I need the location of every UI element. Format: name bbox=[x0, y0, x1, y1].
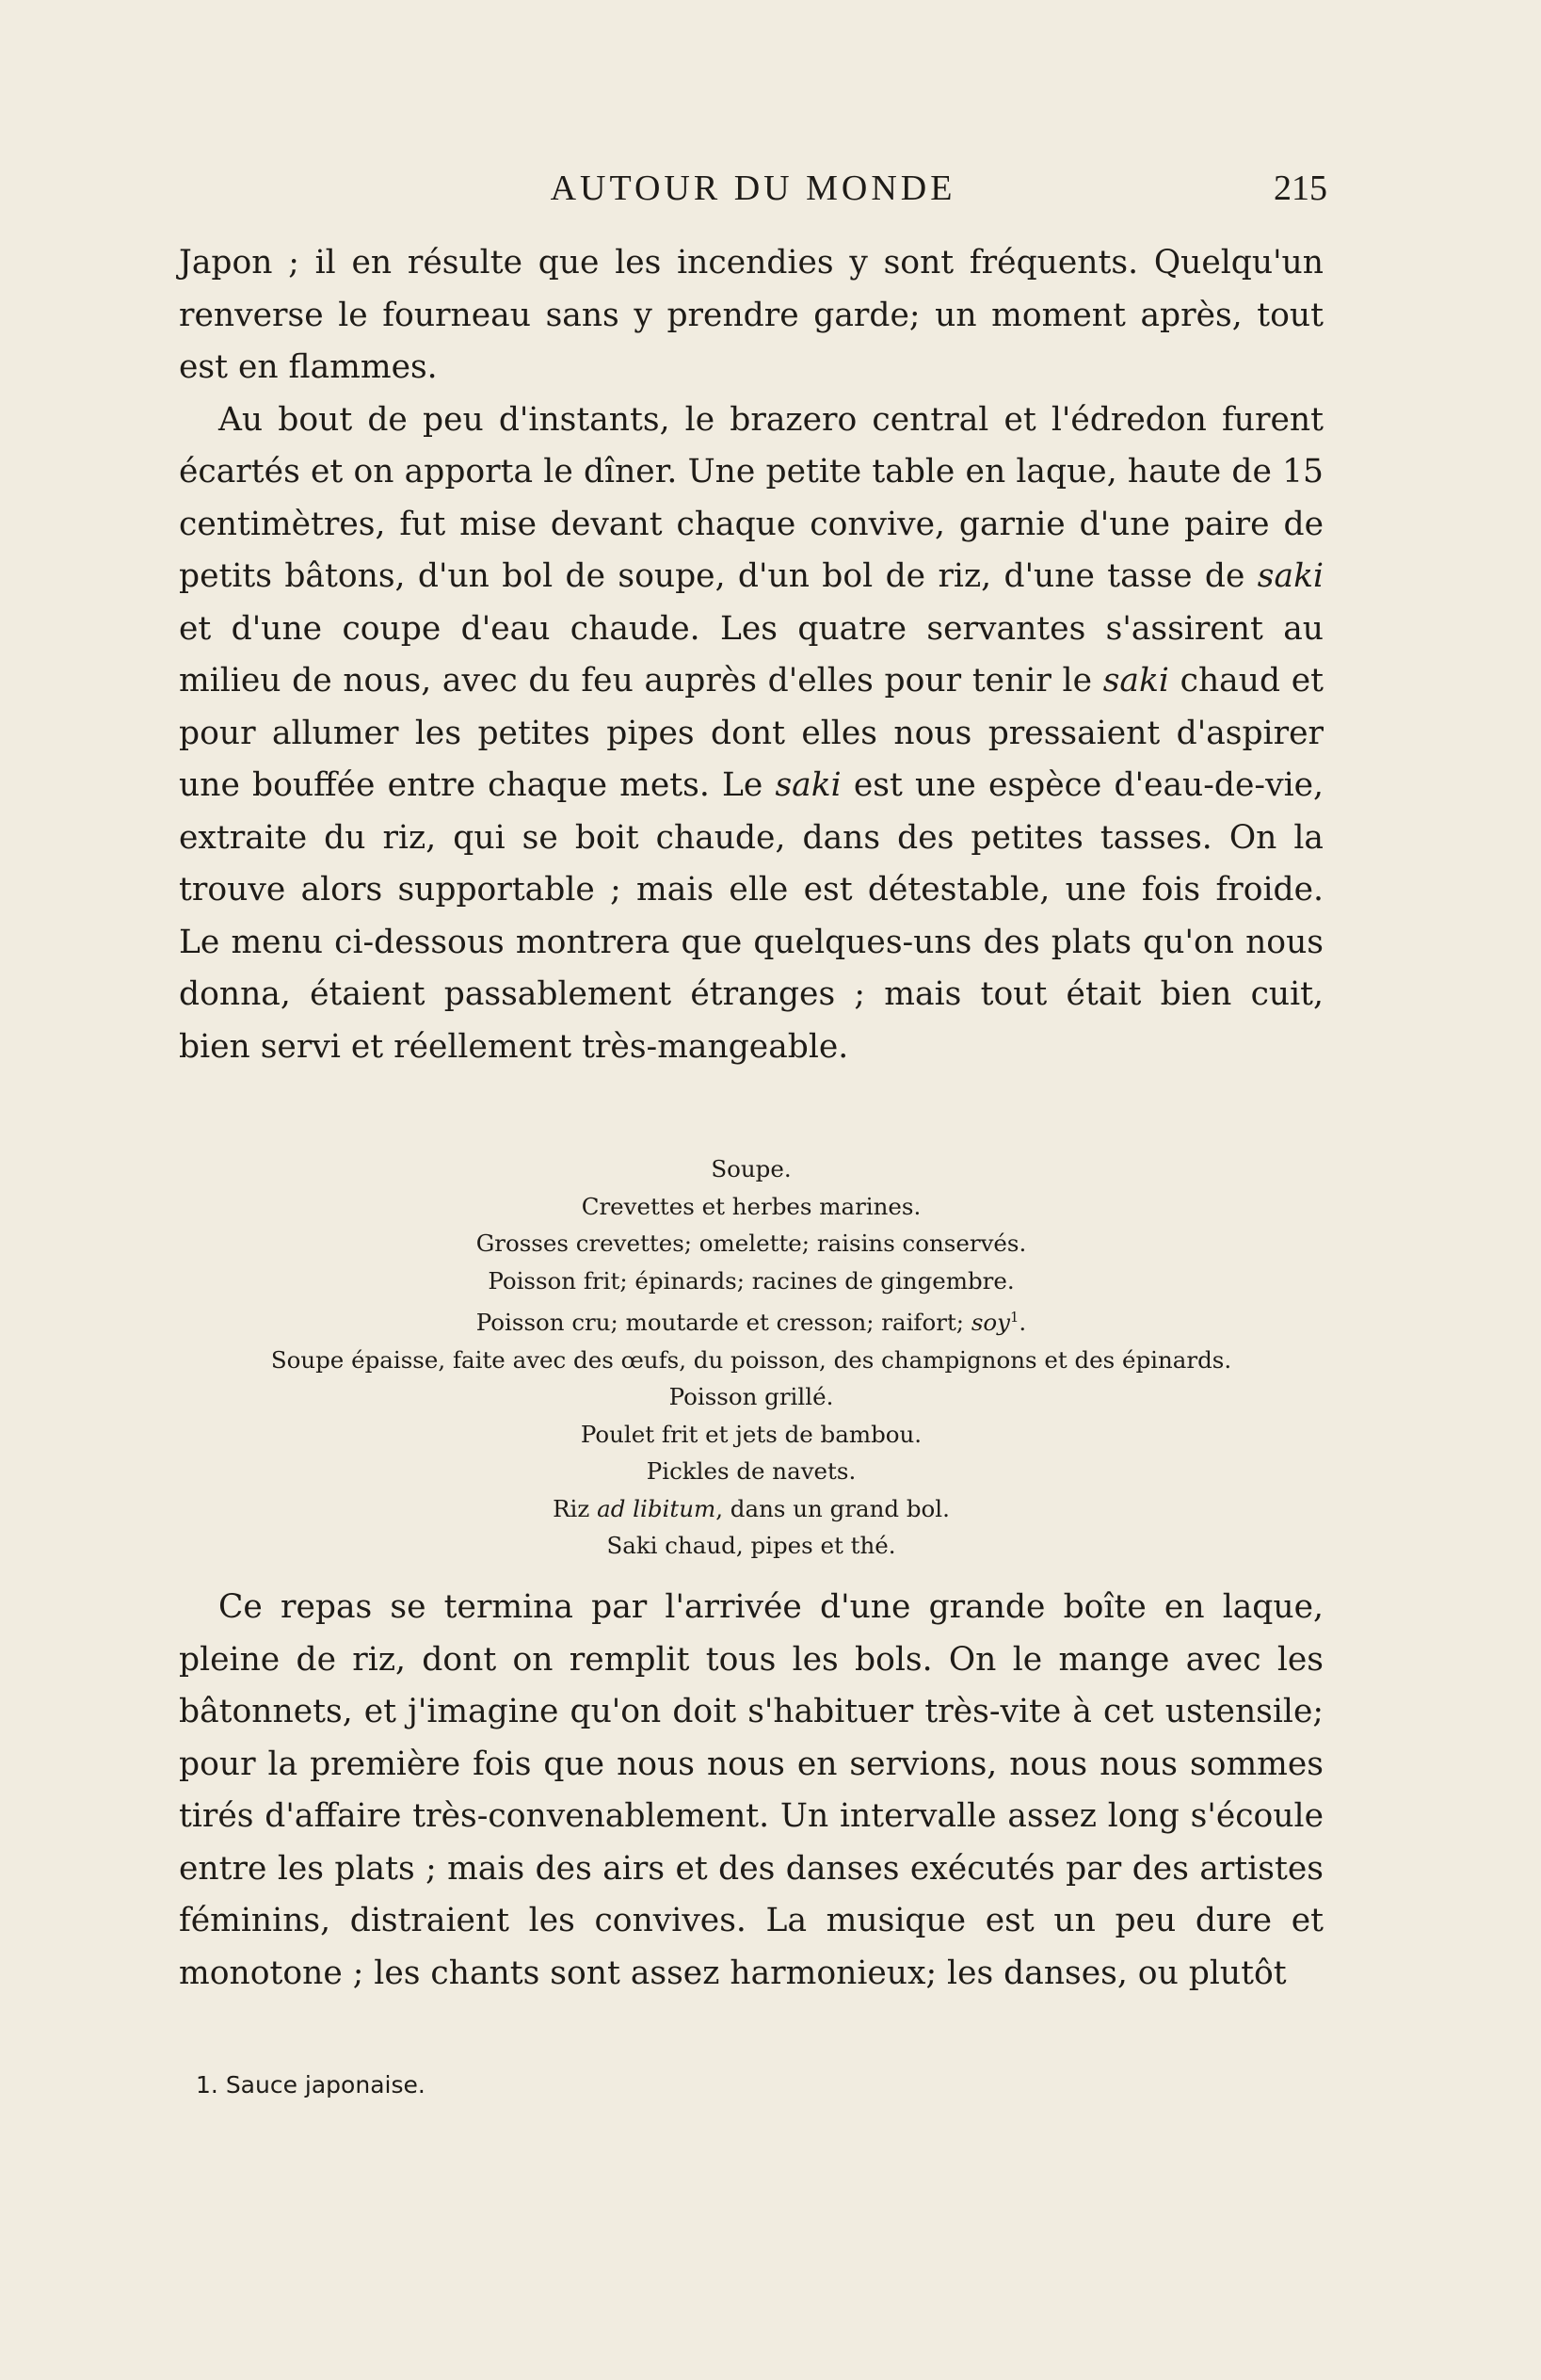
ad-libitum-term: ad libitum bbox=[597, 1494, 716, 1522]
footnote bbox=[196, 2071, 425, 2099]
menu-item: Pickles de navets. bbox=[646, 1457, 857, 1486]
paragraph-1: Japon ; il en résulte que les incendies y sont fréquents. Quelqu'un renverse le fourneau sans y prendre garde; un moment après, tout est en flammes. bbox=[179, 244, 1324, 386]
paragraph-3: Ce repas se termina par l'arrivée d'une grande boîte en laque, pleine de riz, dont on remplit tous les bols. On le mange avec les bâtonnets, et j'imagine qu'on doit s'habituer très-vite à cet ustensile; pour la première fois que nous nous en servions, nous nous sommes tirés d'affaire très-convenablement. Un intervalle assez long s'écoule entre les plats ; mais des airs et des danses exécutés par des artistes féminins, distraient les convives. La musique est un peu dure et monotone ; les chants sont assez harmonieux; les danses, ou plutôt bbox=[179, 1588, 1324, 1992]
menu-item-end: . bbox=[1019, 1309, 1027, 1337]
menu-item: Poulet frit et jets de bambou. bbox=[580, 1420, 923, 1448]
menu-item bbox=[179, 1490, 1324, 1528]
menu-item: Soupe. bbox=[711, 1155, 792, 1182]
menu-item: Saki chaud, pipes et thé. bbox=[606, 1532, 896, 1560]
footnote-number: 1. bbox=[196, 2071, 218, 2099]
paragraph-2 bbox=[179, 394, 1324, 1074]
menu-item: Poisson grillé. bbox=[668, 1383, 834, 1411]
paragraph-2-text-a: Au bout de peu d'instants, le brazero central et l'édredon furent écartés et on apporta le dîner. Une petite table en laque, haute de 15 centimètres, fut mise devant chaque convive, garnie d'une paire de petits bâtons, d'un bol de soupe, d'un bol de riz, d'une tasse de bbox=[179, 400, 1324, 595]
soy-term: soy bbox=[971, 1309, 1011, 1337]
footnote-text: Sauce japonaise. bbox=[225, 2071, 425, 2099]
menu-item: Poisson frit; épinards; racines de gingembre. bbox=[488, 1266, 1015, 1295]
paragraph-2-text-c: chaud et pour allumer les petites pipes dont elles nous pressaient d'aspirer une bouffée entre chaque mets. Le bbox=[179, 662, 1324, 804]
running-title: AUTOUR DU MONDE bbox=[550, 169, 956, 208]
body-text-bottom bbox=[179, 1582, 1324, 2000]
body-text-top bbox=[179, 237, 1324, 1073]
page-number: 215 bbox=[1274, 169, 1327, 208]
paragraph-2-text-d: est une espèce d'eau-de-vie, extraite du riz, qui se boit chaude, dans des petites tasses. On la trouve alors supportable ; mais elle est détestable, une fois froide. Le menu ci-dessous montrera que quelques-uns des plats qu'on nous donna, étaient passablement étranges ; mais tout était bien cuit, bien servi et réellement très-mangeable. bbox=[179, 766, 1324, 1066]
menu-item: Grosses crevettes; omelette; raisins conservés. bbox=[475, 1230, 1027, 1257]
saki-term: saki bbox=[775, 766, 842, 804]
menu-item: Crevettes et herbes marines. bbox=[581, 1192, 922, 1220]
menu-item bbox=[179, 1299, 1324, 1342]
menu-item-text: , dans un grand bol. bbox=[715, 1494, 950, 1522]
menu-item-text: Poisson cru; moutarde et cresson; raifort; bbox=[475, 1309, 965, 1337]
saki-term: saki bbox=[1257, 557, 1324, 595]
paragraph-2-text-b: et d'une coupe d'eau chaude. Les quatre servantes s'assirent au milieu de nous, avec du feu auprès d'elles pour tenir le bbox=[179, 609, 1324, 700]
menu-item: Soupe épaisse, faite avec des œufs, du poisson, des champignons et des épinards. bbox=[270, 1345, 1232, 1374]
dinner-menu bbox=[179, 1150, 1324, 1565]
saki-term: saki bbox=[1102, 662, 1169, 700]
menu-item-text: Riz bbox=[553, 1494, 590, 1522]
footnote-ref: 1 bbox=[1010, 1310, 1019, 1326]
page-header bbox=[179, 168, 1327, 220]
